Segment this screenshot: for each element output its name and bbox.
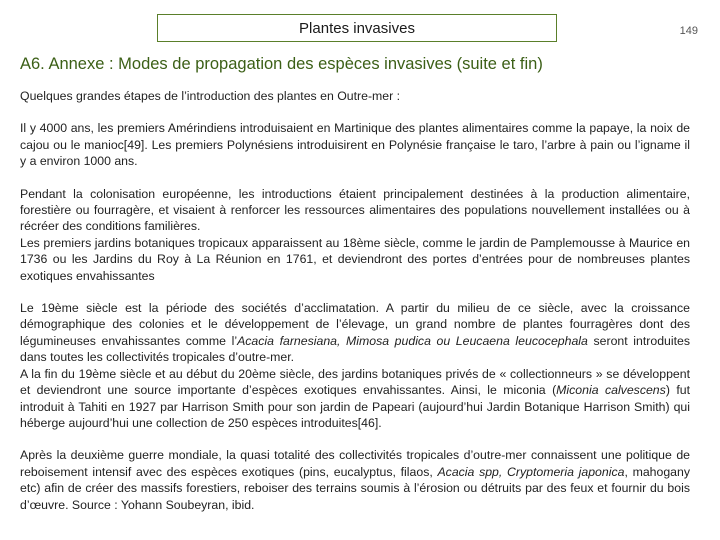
paragraph-colonization: Pendant la colonisation européenne, les introductions étaient principalement destinées à la production alimentaire, forestière ou fourragère, et visaient à renforcer les ressources alimentaires des populations nouvellement installées ou à récréer des conditions familières. xyxy=(20,186,690,234)
paragraph-botanical-gardens: Les premiers jardins botaniques tropicaux apparaissent au 18ème siècle, comme le jardin de Pamplemousse à Maurice en 1736 ou les Jardins du Roy à La Réunion en 1761, et deviendront des portes d’entrées pour de nombreuses plantes exotiques envahissantes xyxy=(20,235,690,283)
p5-text-a: A la fin du 19ème siècle et au début du 20ème siècle, des jardins botaniques privés de « collectionneurs » se développent et deviendront une source importante d’espèces exotiques envahissantes. Ainsi, le miconia ( xyxy=(20,366,690,398)
p5-text-b: ) fut introduit à Tahiti en 1927 par Harrison Smith pour son jardin de Papeari (aujourd’hui Jardin Botanique Harrison Smith) qui héberge aujourd’hui une collection de 250 espèces introduites[46]. xyxy=(20,383,691,430)
p5-species: Miconia calvescens xyxy=(556,383,666,398)
page-number: 149 xyxy=(679,25,698,37)
paragraph-private-gardens xyxy=(20,366,690,432)
paragraph-reforestation xyxy=(20,447,690,513)
paragraph-early-introductions: Il y 4000 ans, les premiers Amérindiens introduisaient en Martinique des plantes alimentaires comme la papaye, la noix de cajou ou le manioc[49]. Les premiers Polynésiens introduisirent en Polynésie française le taro, l’arbre à pain ou l’igname il y a environ 1000 ans. xyxy=(20,121,690,169)
p4-text-b: seront introduites dans toutes les collectivités tropicales d’outre-mer. xyxy=(20,333,691,365)
header-title: Plantes invasives xyxy=(299,19,415,37)
p4-species: Acacia farnesiana, Mimosa pudica ou Leucaena leucocephala xyxy=(237,333,588,348)
p6-text-a: Après la deuxième guerre mondiale, la quasi totalité des collectivités tropicales d’outre-mer connaissent une politique de reboisement intensif avec des espèces exotiques (pins, eucalyptus, filaos, xyxy=(20,448,690,479)
document-body xyxy=(20,88,690,513)
p6-text-b: , mahogany etc) afin de créer des massifs forestiers, reboiser des terrains soumis à l’érosion ou détruits par des feux et fournir du bois d’œuvre. Source : Yohann Soubeyran, ibid. xyxy=(20,464,690,512)
intro-paragraph: Quelques grandes étapes de l’introduction des plantes en Outre-mer : xyxy=(20,89,401,103)
p6-species: Acacia spp, Cryptomeria japonica xyxy=(437,464,625,479)
p4-text-a: Le 19ème siècle est la période des sociétés d’acclimatation. A partir du milieu de ce siècle, avec la croissance démographique des colonies et le développement de l’élevage, un grand nombre de plantes fourragères dont des légumineuses envahissantes comme l’ xyxy=(20,301,690,348)
section-title: A6. Annexe : Modes de propagation des espèces invasives (suite et fin) xyxy=(20,55,543,73)
paragraph-acclimatation xyxy=(20,300,690,366)
header-title-box xyxy=(157,14,557,42)
